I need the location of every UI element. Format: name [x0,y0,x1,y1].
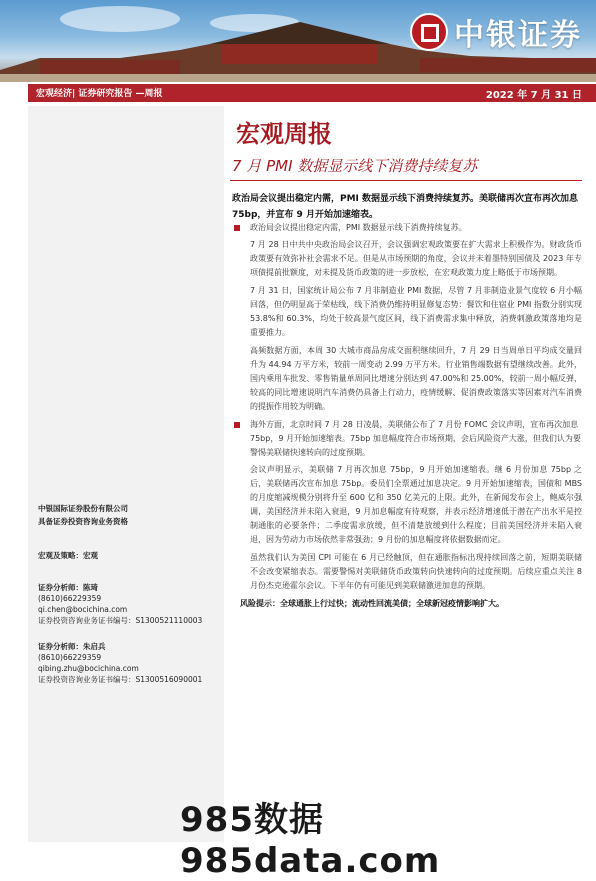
strategy-label: 宏观及策略：宏观 [38,551,98,560]
bullet-square-icon [234,422,240,428]
risk-label: 风险提示： [240,599,280,608]
analyst-email[interactable]: qi.chen@bocichina.com [38,605,128,614]
analyst-title: 证券分析师：陈琦 [38,583,98,592]
analyst-license: 证券投资咨询业务证书编号：S1300521110003 [38,616,203,625]
paragraph: 7 月 31 日，国家统计局公布 7 月非制造业 PMI 数据，尽管 7 月非制造业景气度较 6 月小幅回落，但仍明显高于荣枯线，线下消费仍维持明显修复态势：餐饮和住宿业 PMI 指数分别实现 53.8%和 60.3%，均处于较高景气度区间，线下消费需求集中释放，消费刺激政策落地均是重要推力。 [250,286,582,337]
paragraph: 高频数据方面，本周 30 大城市商品房成交面积继续回升，7 月 29 日当周单日平均成交量回升为 44.94 万平方米，较前一周变动 2.99 万平方米。行业销售端数据有望继续改善。此外，国内乘用车批发、零售销量单周同比增速分别达到 47.00%和 25.00%，较前一周小幅反弹，较高的同比增速说明汽车消费仍具备上行动力，疫情缓解、促消费政策落实等因素对汽车消费的提振作用较为明确。 [250,346,582,411]
bullet-square-icon [234,225,240,231]
document-title: 宏观周报 [236,120,332,148]
brand [410,10,582,54]
qualification: 具备证券投资咨询业务资格 [38,517,128,526]
paragraph: 虽然我们认为美国 CPI 可能在 6 月已经触顶，但在通胀指标出现持续回落之前，短期美联储不会改变紧缩表态。需要警惕对美联储货币政策转向快速转向的过度预期。后续应重点关注 8 月份杰克逊霍尔会议。下半年仍有可能见到美联储激进加息的预期。 [250,553,582,590]
watermark: 985数据 985data.com [180,800,441,881]
title-divider [230,180,582,181]
analyst-block [38,641,202,685]
report-body [232,221,582,611]
bullet-text: 海外方面，北京时间 7 月 28 日凌晨，美联储公布了 7 月份 FOMC 会议声明，宣布再次加息 75bp，9 月开始加速缩表。75bp 加息幅度符合市场预期，会后风险资产大涨，但我们认为要警惕美联储快速转向的过度预期。 [250,420,581,457]
report-date: 2022 年 7 月 31 日 [485,90,582,101]
analyst-title: 证券分析师：朱启兵 [38,642,106,651]
analyst-block [38,582,202,626]
analyst-phone: (8610)66229359 [38,594,102,603]
document-subtitle: 7 月 PMI 数据显示线下消费持续复苏 [232,157,478,175]
report-category: 宏观经济| 证券研究报告 —周报 [36,89,163,99]
header-banner [0,0,596,82]
paragraph: 7 月 28 日中共中央政治局会议召开，会议强调宏观政策要在扩大需求上积极作为。财政货币政策要有效弥补社会需求不足。但是从市场预期的角度，会议并未着墨特别国债及 2023 年专项债提前批额度，对未提及货币政策的进一步放松，在宏观政策力度上略低于市场预期。 [250,240,582,277]
section-bullet [232,221,582,235]
analyst-license: 证券投资咨询业务证书编号：S1300516090001 [38,675,203,684]
summary: 政治局会议提出稳定内需，PMI 数据显示线下消费持续复苏。美联储再次宣布再次加息 75bp，并宣布 9 月开始加速缩表。 [232,194,579,220]
risk-warning [232,597,582,611]
paragraph: 会议声明显示，美联储 7 月再次加息 75bp，9 月开始加速缩表。继 6 月份加息 75bp 之后，美联储再次宣布加息 75bp。委员们全票通过加息决定。9 月开始加速缩表，国债和 MBS 的月度缩减规模分别将升至 600 亿和 350 亿美元的上限。此外，在新闻发布会上，鲍威尔强调，美国经济并未陷入衰退，9 月加息幅度有待观察，并表示经济增速低于潜在产出水平是控制通胀的必要条件；二季度需求放缓，但不清楚放缓到什么程度；目前美国经济并未陷入衰退，因为劳动力市场依然非常强劲；9 月份的加息幅度将依据数据而定。 [250,465,582,544]
boc-logo-icon [410,13,448,51]
section-bullet [232,418,582,460]
category-bar [28,84,596,102]
risk-text: 全球通胀上行过快；流动性回流美债；全球新冠疫情影响扩大。 [280,599,504,608]
bullet-text: 政治局会议提出稳定内需，PMI 数据显示线下消费持续复苏。 [250,223,467,232]
company-name: 中银国际证券股份有限公司 [38,504,128,513]
analyst-email[interactable]: qibing.zhu@bocichina.com [38,664,139,673]
brand-name: 中银证券 [454,18,582,53]
analyst-phone: (8610)66229359 [38,653,102,662]
sidebar [28,106,224,842]
